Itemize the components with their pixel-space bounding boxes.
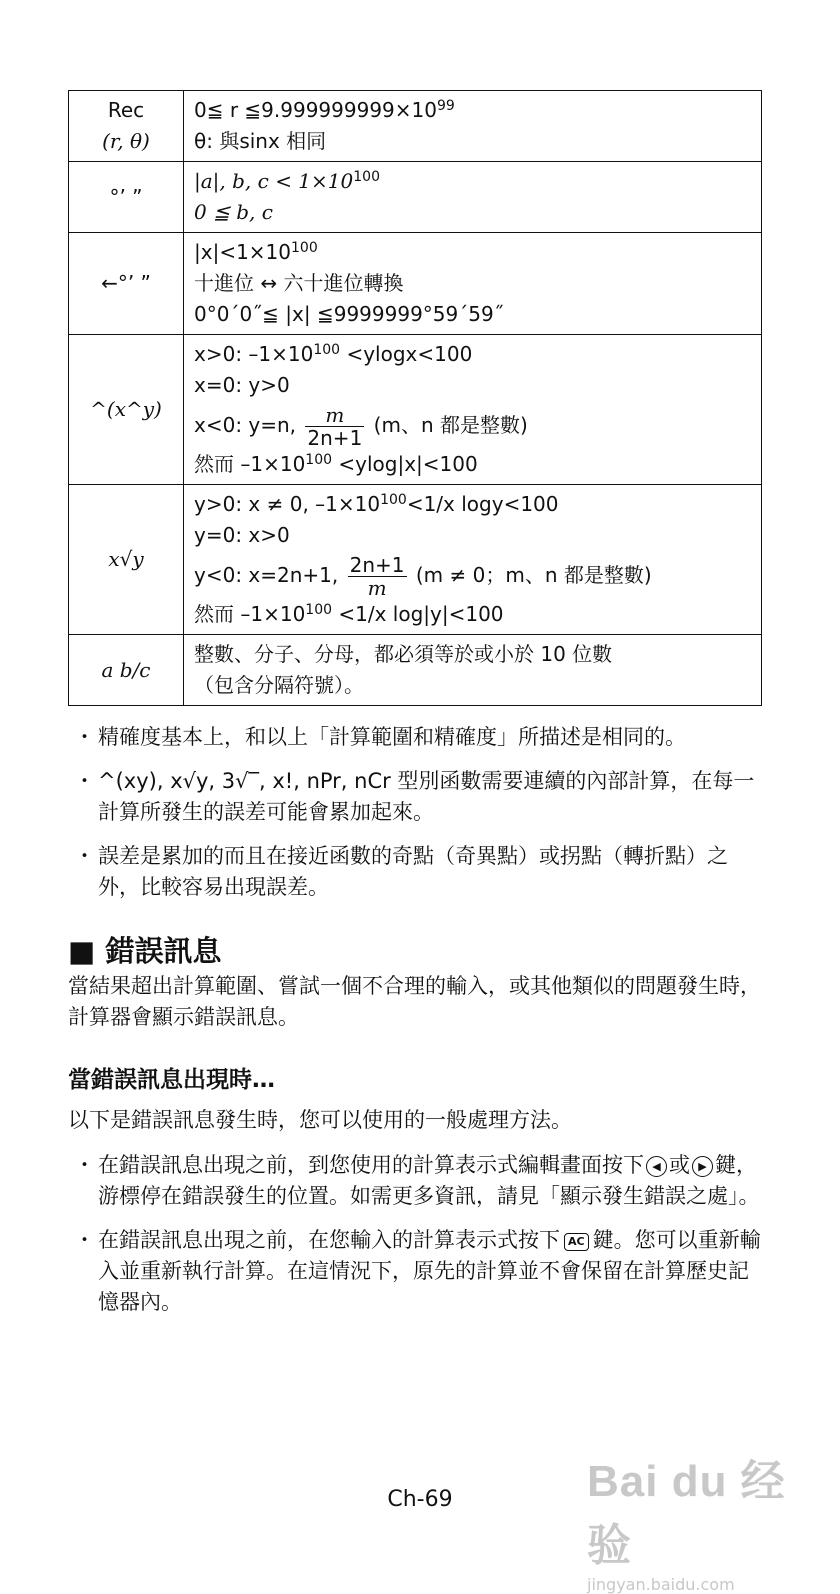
fraction: $\frac{m}{2n+1}$ — [307, 403, 363, 450]
right-arrow-key-icon: ▶ — [692, 1156, 713, 1177]
desc-fraction: 整數、分子、分母，都必須等於或小於 10 位數 （包含分隔符號）。 — [184, 635, 762, 706]
list-item: ・ 在錯誤訊息出現之前，在您輸入的計算表示式按下 AC 鍵。您可以重新輸入並重新執行計算。在這情況下，原先的計算並不會保留在計算歷史記憶器內。 — [74, 1228, 761, 1314]
watermark-logo: Bai du 经验 — [587, 1457, 786, 1570]
calculation-range-table — [68, 90, 762, 706]
key-fraction: a b/c — [69, 635, 184, 706]
key-root: x√y — [69, 485, 184, 635]
list-item: ・ 精確度基本上，和以上「計算範圍和精確度」所描述是相同的。 — [74, 725, 686, 749]
section-title: ■ 錯誤訊息 — [68, 934, 222, 968]
fraction: $\frac{2n+1}{m}$ — [349, 553, 405, 600]
left-arrow-key-icon: ◀ — [646, 1156, 667, 1177]
desc-power: x>0: $-1\times 10^{100} <ylogx<100$ x=0: y>0 x<0: y=n, $\frac{m}{2n+1}$ (m、n 都是整數) 然而 $-1\times 10^{100} <ylog|x|<100$ — [184, 335, 762, 485]
list-item: ・ ^(xy), x√y, 3√‾, x!, nPr, nCr 型別函數需要連續的內部計算，在每一計算所發生的誤差可能會累加起來。 — [74, 769, 755, 824]
ac-key-icon: AC — [564, 1233, 589, 1251]
table-row — [69, 485, 762, 635]
page-number: Ch-69 — [387, 1487, 453, 1512]
manual-page — [68, 90, 762, 1331]
section-intro: 當結果超出計算範圍、嘗試一個不合理的輸入，或其他類似的問題發生時，計算器會顯示錯誤訊息。 — [68, 974, 761, 1029]
watermark-url: jingyan.baidu.com — [587, 1575, 735, 1594]
list-item: ・ 誤差是累加的而且在接近函數的奇點（奇異點）或拐點（轉折點）之外，比較容易出現誤差。 — [74, 844, 728, 899]
desc-rec: 0≦ r $≦9.999999999\times 10^{99}$ θ: 與sinx 相同 — [184, 91, 762, 162]
table-row — [69, 335, 762, 485]
table-row — [69, 91, 762, 162]
baidu-watermark — [587, 1445, 787, 1594]
key-rec: Rec (r, θ) — [69, 91, 184, 162]
table-row — [69, 162, 762, 233]
subsection-intro: 以下是錯誤訊息發生時，您可以使用的一般處理方法。 — [68, 1108, 572, 1132]
key-degree-minute-second: °’ ” — [69, 162, 184, 233]
subsection-title: 當錯誤訊息出現時… — [68, 1067, 275, 1093]
desc-dms: |a|, b, $c < 1\times 10^{100}$ 0 ≦ b, c — [184, 162, 762, 233]
desc-root: y>0: x ≠ 0, $-1\times 10^{100}<1/x$ logy<100 y=0: x>0 y<0: x=2n+1, $\frac{2n+1}{m}$ (m ≠ 0；m、n 都是整數) 然而 $-1\times 10^{100} <1/x$ log|y|<100 — [184, 485, 762, 635]
notes-list — [68, 722, 762, 903]
table-row — [69, 635, 762, 706]
table-row — [69, 233, 762, 335]
key-dms-convert: ←°’ ” — [69, 233, 184, 335]
key-power: ^(x^y) — [69, 335, 184, 485]
list-item: ・ 在錯誤訊息出現之前，到您使用的計算表示式編輯畫面按下 ◀ 或 ▶ 鍵，游標停在錯誤發生的位置。如需更多資訊，請見「顯示發生錯誤之處」。 — [74, 1153, 760, 1208]
handling-list — [68, 1150, 762, 1318]
desc-dms-convert: $|x|<1\times 10^{100}$ 十進位 ↔ 六十進位轉換 0°0´0˝≦ |x| ≦9999999°59´59˝ — [184, 233, 762, 335]
